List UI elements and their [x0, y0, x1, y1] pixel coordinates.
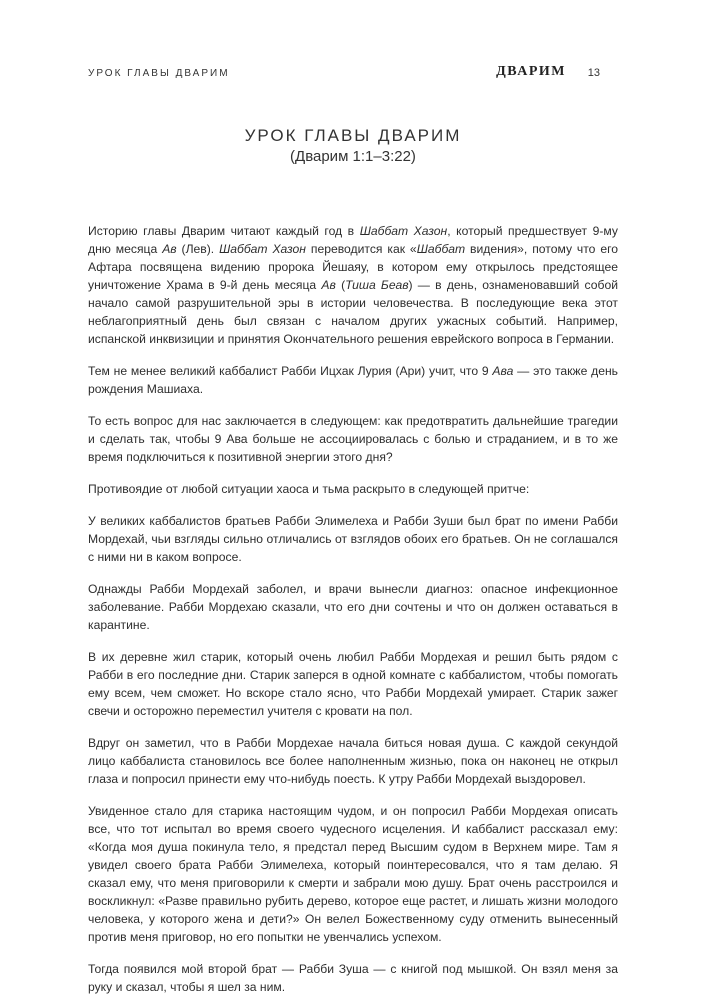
book-title: ДВАРИМ — [496, 64, 566, 79]
paragraph-1: Историю главы Дварим читают каждый год в Шаббат Хазон, который предшествует 9-му дню месяца Ав (Лев). Шаббат Хазон переводится как «Шаббат видения», потому что его Афтара посвящена видению пророка Йешаяу, в котором ему открылось предстоящее уничтожение Храма в 9-й день месяца Ав (Тиша Беав) — в день, ознаменовавший собой начало самой разрушительной эры в истории человечества. В последующие века этот неблагоприятный день был связан с началом других ужасных событий. Например, испанской инквизиции и принятия Окончательного решения еврейского вопроса в Германии. — [88, 224, 619, 346]
paragraph-8: Вдруг он заметил, что в Рабби Мордехае начала биться новая душа. С каждой секундой лицо каббалиста становилось все более наполненным жизнью, пока он наконец не открыл глаза и попросил принести ему что-нибудь поесть. К утру Рабби Мордехай выздоровел. — [88, 736, 618, 786]
paragraph-4: Противоядие от любой ситуации хаоса и тьма раскрыто в следующей притче: — [88, 482, 530, 496]
running-head: УРОК ГЛАВЫ ДВАРИМ — [88, 68, 230, 79]
chapter-title: УРОК ГЛАВЫ ДВАРИМ — [244, 126, 462, 145]
paragraph-5: У великих каббалистов братьев Рабби Элимелеха и Рабби Зуши был брат по имени Рабби Мордехай, чьи взгляды сильно отличались от взглядов обоих его братьев. Он не соглашался с ними ни в каком вопросе. — [88, 514, 618, 564]
paragraph-3: То есть вопрос для нас заключается в следующем: как предотвратить дальнейшие трагедии и сделать так, чтобы 9 Ава больше не ассоциировалась с болью и страданием, и в то же время подключиться к позитивной энергии этого дня? — [88, 414, 618, 464]
body-text — [88, 222, 618, 1008]
paragraph-10: Тогда появился мой второй брат — Рабби Зуша — с книгой под мышкой. Он взял меня за руку и сказал, чтобы я шел за ним. — [88, 962, 618, 994]
paragraph-2: Тем не менее великий каббалист Рабби Ицхак Лурия (Ари) учит, что 9 Ава — это также день рождения Машиаха. — [88, 364, 618, 396]
chapter-subtitle: (Дварим 1:1–3:22) — [290, 148, 416, 165]
paragraph-7: В их деревне жил старик, который очень любил Рабби Мордехая и решил быть рядом с Рабби в его последние дни. Старик заперся в одной комнате с каббалистом, чтобы помогать ему всем, чем сможет. Но вскоре стало ясно, что Рабби Мордехай умирает. Старик зажег свечи и осторожно переместил учителя с кровати на пол. — [88, 650, 618, 718]
paragraph-6: Однажды Рабби Мордехай заболел, и врачи вынесли диагноз: опасное инфекционное заболевание. Рабби Мордехаю сказали, что его дни сочтены и что он должен оставаться в карантине. — [88, 582, 618, 632]
paragraph-9: Увиденное стало для старика настоящим чудом, и он попросил Рабби Мордехая описать все, что тот испытал во время своего чудесного исцеления. И каббалист рассказал ему: «Когда моя душа покинула тело, я предстал перед Высшим судом в Верхнем мире. Там я увидел своего брата Рабби Элимелеха, который поинтересовался, что я там делаю. Я сказал ему, что меня приговорили к смерти и забрали мою душу. Брат очень расстроился и воскликнул: «Разве правильно рубить дерево, которое еще растет, и лишать жизни молодого человека, у которого жена и дети?» Он велел Божественному суду отменить вынесенный против меня приговор, но его попытки не увенчались успехом. — [88, 804, 618, 944]
page-number: 13 — [587, 67, 600, 79]
